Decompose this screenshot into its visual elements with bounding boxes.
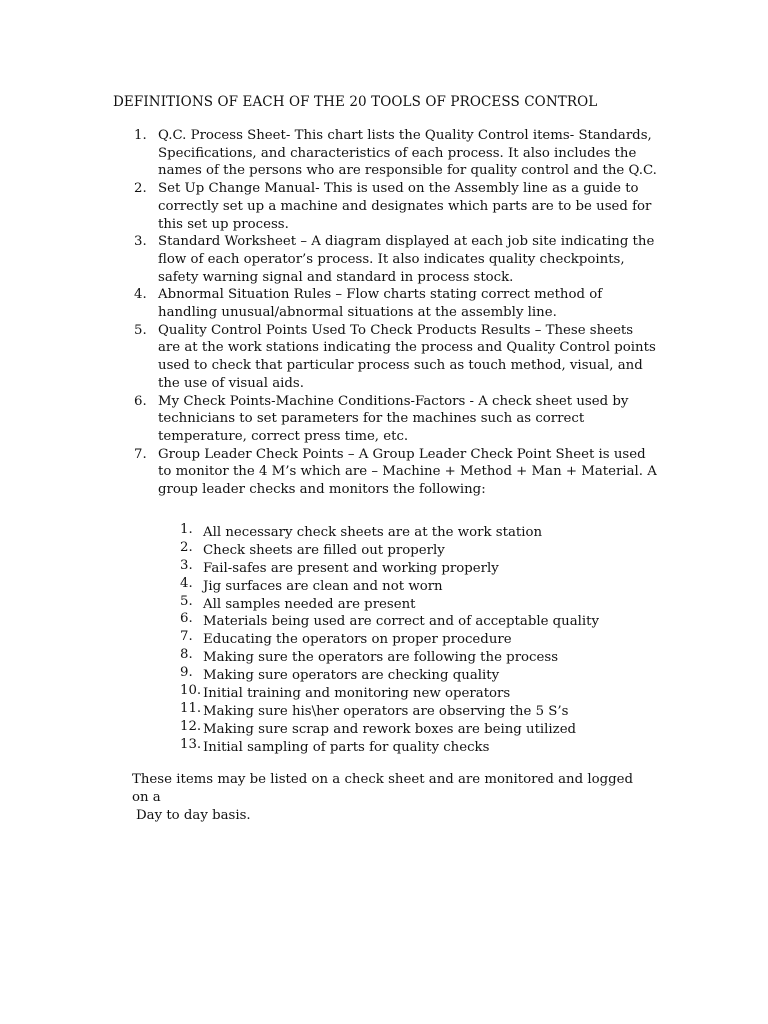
list-item	[0, 446, 658, 499]
checklist-item-number: 5.	[180, 593, 193, 609]
checklist-item-number: 7.	[180, 629, 193, 645]
checklist-item	[0, 593, 768, 611]
tools-list	[0, 127, 768, 499]
list-item-text: Q.C. Process Sheet- This chart lists the Quality Control items- Standards, Specifications, and characteristics of each process. It also includes the names of the persons who are responsible for quality control and the Q.C.	[158, 128, 657, 179]
checklist-item	[0, 539, 768, 557]
checklist-item	[0, 664, 768, 682]
checklist-item-text: Initial sampling of parts for quality checks	[203, 739, 490, 755]
checklist-item	[0, 575, 768, 593]
list-item	[0, 286, 658, 321]
checklist-item-number: 3.	[180, 557, 193, 573]
checklist-item-text: Materials being used are correct and of acceptable quality	[203, 614, 600, 630]
list-item-number: 1.	[134, 128, 147, 143]
list-item-number: 3.	[134, 234, 147, 250]
closing-paragraph	[132, 771, 652, 825]
checklist-item-text: All samples needed are present	[203, 596, 416, 612]
checklist-item-text: Making sure operators are checking quality	[203, 668, 500, 684]
checklist-item-text: All necessary check sheets are at the work station	[203, 525, 543, 540]
checklist-item	[0, 646, 768, 664]
checklist-item-number: 11.	[180, 700, 202, 716]
checklist-item-number: 1.	[180, 522, 193, 537]
list-item-text: Standard Worksheet – A diagram displayed at each job site indicating the flow of each operator’s process. It also indicates quality checkpoints, safety warning signal and standard in process stock.	[158, 234, 655, 285]
list-item-number: 2.	[134, 181, 147, 197]
checklist-item-number: 8.	[180, 647, 193, 663]
list-item	[0, 127, 658, 180]
checklist-item	[0, 557, 768, 575]
checklist-item-text: Making sure scrap and rework boxes are being utilized	[203, 721, 577, 737]
checklist-item	[0, 736, 768, 754]
checklist-item-text: Making sure the operators are following the process	[203, 650, 559, 666]
list-item-number: 5.	[134, 322, 147, 338]
checklist-item-number: 13.	[180, 736, 202, 752]
checklist-item	[0, 718, 768, 736]
list-item-text: My Check Points-Machine Conditions-Factors - A check sheet used by technicians to set parameters for the machines such as correct temperature, correct press time, etc.	[158, 393, 629, 444]
list-item-text: Abnormal Situation Rules – Flow charts stating correct method of handling unusual/abnormal situations at the assembly line.	[158, 287, 603, 321]
list-item-text: Group Leader Check Points – A Group Leader Check Point Sheet is used to monitor the 4 M’s which are – Machine + Method + Man + Material. A group leader checks and monitors the following:	[158, 446, 657, 498]
list-item-text: Set Up Change Manual- This is used on the Assembly line as a guide to correctly set up a machine and designates which parts are to be used for this set up process.	[158, 181, 652, 232]
closing-line: These items may be listed on a check sheet and are monitored and logged on a	[132, 772, 634, 805]
checklist-item-text: Check sheets are filled out properly	[203, 542, 445, 558]
checklist-item-text: Making sure his\her operators are observing the 5 S’s	[203, 703, 569, 719]
checklist-item	[0, 700, 768, 718]
checklist-item	[0, 682, 768, 700]
checklist-item-number: 4.	[180, 575, 193, 591]
checklist-item-number: 9.	[180, 665, 193, 681]
checklist-item-number: 12.	[180, 718, 202, 734]
list-item-number: 4.	[134, 287, 147, 303]
list-item	[0, 180, 658, 233]
checklist-item	[0, 610, 768, 628]
checklist-item	[0, 628, 768, 646]
group-leader-checklist	[0, 521, 768, 754]
list-item	[0, 393, 658, 446]
checklist-item-text: Jig surfaces are clean and not worn	[203, 578, 443, 594]
checklist-item-text: Educating the operators on proper procedure	[203, 632, 512, 648]
checklist-item-number: 6.	[180, 611, 193, 627]
list-item	[0, 322, 658, 393]
list-item-number: 7.	[134, 446, 147, 462]
list-item	[0, 233, 658, 286]
checklist-item-text: Fail-safes are present and working properly	[203, 560, 499, 576]
checklist-item-number: 10.	[180, 683, 202, 699]
list-item-text: Quality Control Points Used To Check Products Results – These sheets are at the work stations indicating the process and Quality Control points used to check that particular process such as touch method, visual, and the use of visual aids.	[158, 322, 656, 391]
list-item-number: 6.	[134, 393, 147, 409]
page-title: DEFINITIONS OF EACH OF THE 20 TOOLS OF PROCESS CONTROL	[113, 94, 598, 110]
closing-line: Day to day basis.	[136, 808, 251, 823]
checklist-item	[0, 521, 768, 539]
checklist-item-text: Initial training and monitoring new operators	[203, 686, 511, 702]
checklist-item-number: 2.	[180, 539, 193, 555]
